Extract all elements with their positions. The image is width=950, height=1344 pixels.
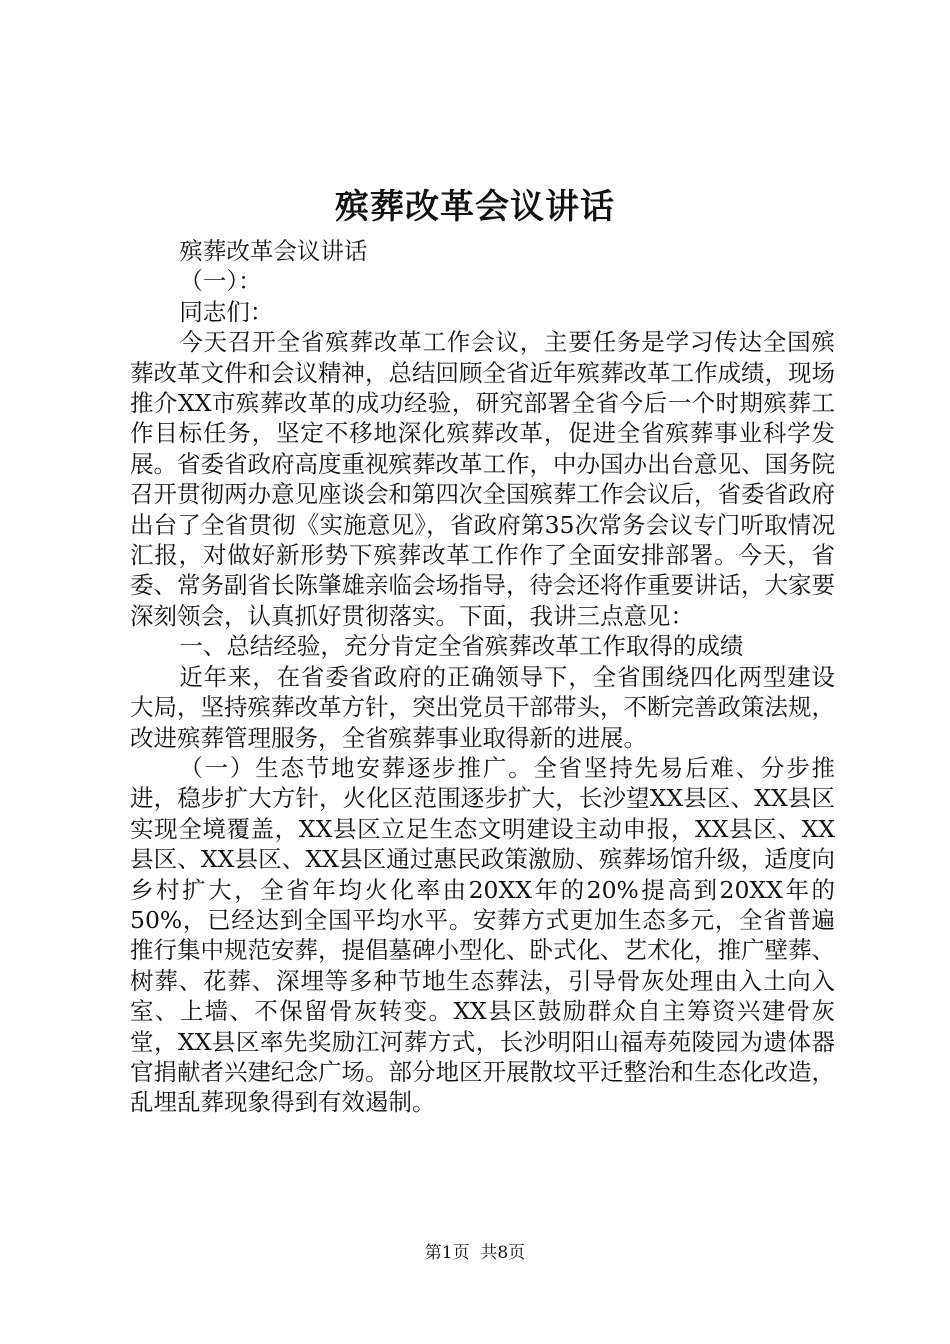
paragraph-subtitle: 殡葬改革会议讲话 bbox=[179, 237, 368, 265]
document-body bbox=[130, 236, 835, 1118]
paragraph-section-marker: （一）： bbox=[179, 267, 262, 296]
paragraph-heading-1: 一、总结经验，充分肯定全省殡葬改革工作取得的成绩 bbox=[179, 632, 744, 661]
paragraph-intro: 今天召开全省殡葬改革工作会议，主要任务是学习传达全国殡葬改革文件和会议精神，总结回顾全省近年殡葬改革工作成绩，现场推介XX市殡葬改革的成功经验，研究部署全省今后一个时期殡葬工作目标任务，坚定不移地深化殡葬改革，促进全省殡葬事业科学发展。省委省政府高度重视殡葬改革工作，中办国办出台意见、国务院召开贯彻两办意见座谈会和第四次全国殡葬工作会议后，省委省政府出台了全省贯彻《实施意见》，省政府第35次常务会议专门听取情况汇报，对做好新形势下殡葬改革工作作了全面安排部署。今天，省委、常务副省长陈肇雄亲临会场指导，待会还将作重要讲话，大家要深刻领会，认真抓好贯彻落实。下面，我讲三点意见： bbox=[130, 328, 835, 630]
page-footer bbox=[0, 1241, 950, 1265]
paragraph-overview: 近年来，在省委省政府的正确领导下，全省围绕四化两型建设大局，坚持殡葬改革方针，突出党员干部带头，不断完善政策法规，改进殡葬管理服务，全省殡葬事业取得新的进展。 bbox=[130, 662, 835, 752]
document-title: 殡葬改革会议讲话 bbox=[335, 187, 615, 227]
page-total: 共8页 bbox=[480, 1243, 526, 1263]
page-number: 第1页 bbox=[424, 1243, 470, 1263]
paragraph-item-1: （一）生态节地安葬逐步推广。全省坚持先易后难、分步推进，稳步扩大方针，火化区范围逐步扩大，长沙望XX县区、XX县区实现全境覆盖，XX县区立足生态文明建设主动申报，XX县区、XX县区、XX县区、XX县区通过惠民政策激励、殡葬场馆升级，适度向乡村扩大，全省年均火化率由20XX年的20%提高到20XX年的50%，已经达到全国平均水平。安葬方式更加生态多元，全省普遍推行集中规范安葬，提倡墓碑小型化、卧式化、艺术化，推广壁葬、树葬、花葬、深埋等多种节地生态葬法，引导骨灰处理由入土向入室、上墙、不保留骨灰转变。XX县区鼓励群众自主筹资兴建骨灰堂，XX县区率先奖励江河葬方式，长沙明阳山福寿苑陵园为遗体器官捐献者兴建纪念广场。部分地区开展散坟平迁整治和生态化改造，乱埋乱葬现象得到有效遏制。 bbox=[130, 753, 835, 1117]
paragraph-salutation: 同志们： bbox=[179, 297, 274, 326]
